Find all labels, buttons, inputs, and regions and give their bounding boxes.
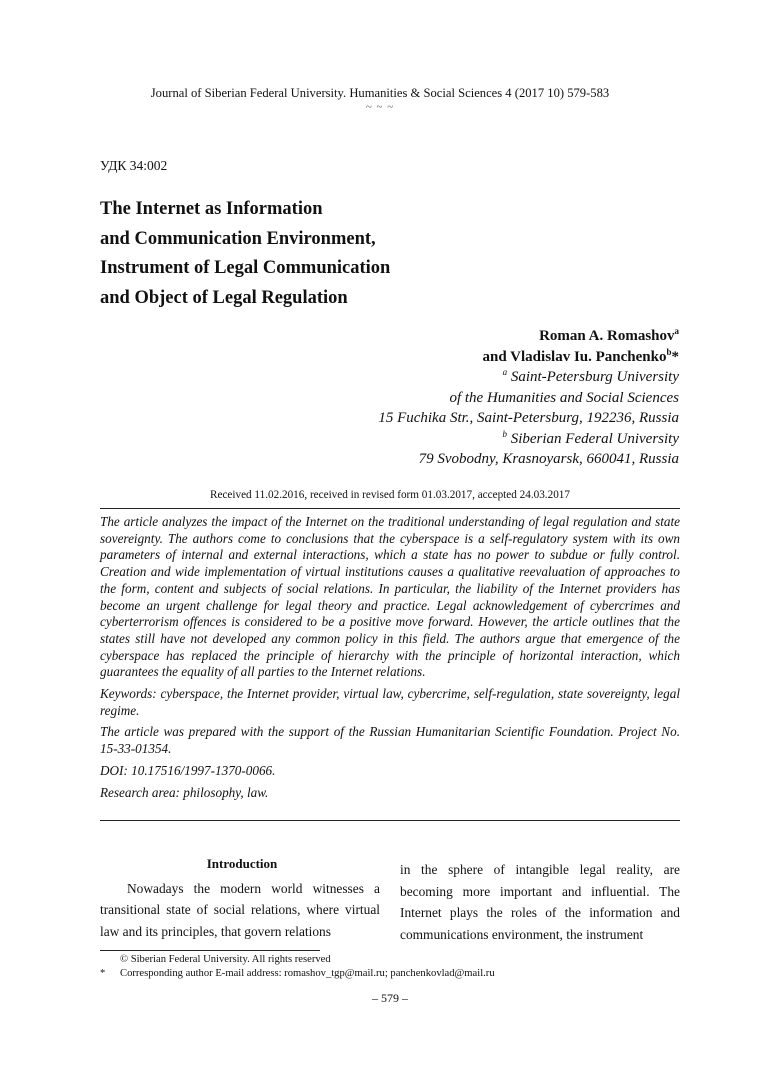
affiliation-b-sup: b [502, 428, 507, 439]
research-area: Research area: philosophy, law. [100, 784, 269, 800]
body-column-right: in the sphere of intangible legal reality, are becoming more important and influential. The Internet plays the roles of the information and communications environment, the instrument [400, 862, 680, 942]
body-paragraph-left: Nowadays the modern world witnesses a transitional state of social relations, where virtual law and its principles, that govern relations [100, 880, 380, 939]
affiliation-b-address: 79 Svobodny, Krasnoyarsk, 660041, Russia [418, 451, 679, 467]
abstract-block [100, 514, 680, 806]
author-1-name: Roman A. Romashov [539, 328, 675, 344]
corresponding-text: Corresponding author E-mail address: romashov_tgp@mail.ru; panchenkovlad@mail.ru [120, 968, 495, 979]
title-line-1: The Internet as Information [100, 199, 323, 219]
footnote-copyright [100, 953, 331, 966]
footnote-rule [100, 950, 320, 951]
affiliation-a-sup: a [502, 367, 508, 377]
affiliation-b-name: Siberian Federal University [506, 430, 679, 447]
doi: DOI: 10.17516/1997-1370-0066. [100, 762, 276, 778]
abstract-bottom-rule [100, 820, 680, 821]
title-line-3: Instrument of Legal Communication [100, 258, 391, 278]
keywords: Keywords: cyberspace, the Internet provider, virtual law, cybercrime, self-regulation, state sovereignty, legal regime. [100, 686, 680, 718]
section-heading: Introduction [206, 856, 278, 871]
article-title [100, 195, 520, 313]
page-number: – 579 – [372, 991, 408, 1005]
journal-header: Journal of Siberian Federal University. Humanities & Social Sciences 4 (2017 10) 579-583 [150, 86, 610, 100]
abstract-text: The article analyzes the impact of the Internet on the traditional understanding of legal regulation and state sovereignty. The authors come to conclusions that the cyberspace is a self-regulatory system with its own parameters of internal and external interactions, which a state has no power to subdue or fully control. Creation and wide implementation of virtual institutions causes a qualitative reevaluation of approaches to the form, content and subjects of social relations. In particular, the liability of the Internet providers has become an urgent challenge for legal theory and practice. Legal acknowledgement of cybercrimes and cyberterrorism offences is considered to be a positive move forward. However, the article outlines that the states still have not developed any common policy in this field. The authors argue that emergence of the cyberspace has replaced the principle of hierarchy with the principle of horizontal interaction, which guarantees the equality of all parties to the Internet relations. [100, 514, 680, 680]
title-line-2: and Communication Environment, [100, 228, 376, 249]
author-1-sup: a [674, 326, 679, 336]
affiliation-a-name: Saint-Petersburg University [507, 369, 679, 385]
header-ornament: ~ ~ ~ [365, 101, 395, 113]
affiliation-b-line-1 [378, 429, 679, 450]
title-line-4: and Object of Legal Regulation [100, 287, 348, 308]
abstract-top-rule [100, 508, 680, 509]
udk-code: УДК 34:002 [100, 158, 168, 173]
affiliation-a-line-1 [378, 367, 679, 388]
received-dates: Received 11.02.2016, received in revised form 01.03.2017, accepted 24.03.2017 [210, 489, 570, 501]
author-2-name: and Vladislav Iu. Panchenko [482, 348, 667, 365]
author-2 [378, 347, 679, 368]
author-1 [378, 326, 679, 347]
body-column-left [100, 853, 380, 942]
author-2-star: * [671, 348, 679, 365]
affiliation-a-line-2: of the Humanities and Social Sciences [449, 389, 679, 406]
funding-note: The article was prepared with the support of the Russian Humanitarian Scientific Foundation. Project No. 15-33-01354. [100, 724, 680, 757]
author-2-sup: b [666, 346, 672, 357]
affiliation-a-address: 15 Fuchika Str., Saint-Petersburg, 192236, Russia [378, 410, 679, 426]
footnote-star: * [100, 968, 106, 979]
author-block [378, 326, 679, 470]
footnote-corresponding [100, 967, 495, 980]
copyright-text: © Siberian Federal University. All rights reserved [120, 954, 331, 965]
